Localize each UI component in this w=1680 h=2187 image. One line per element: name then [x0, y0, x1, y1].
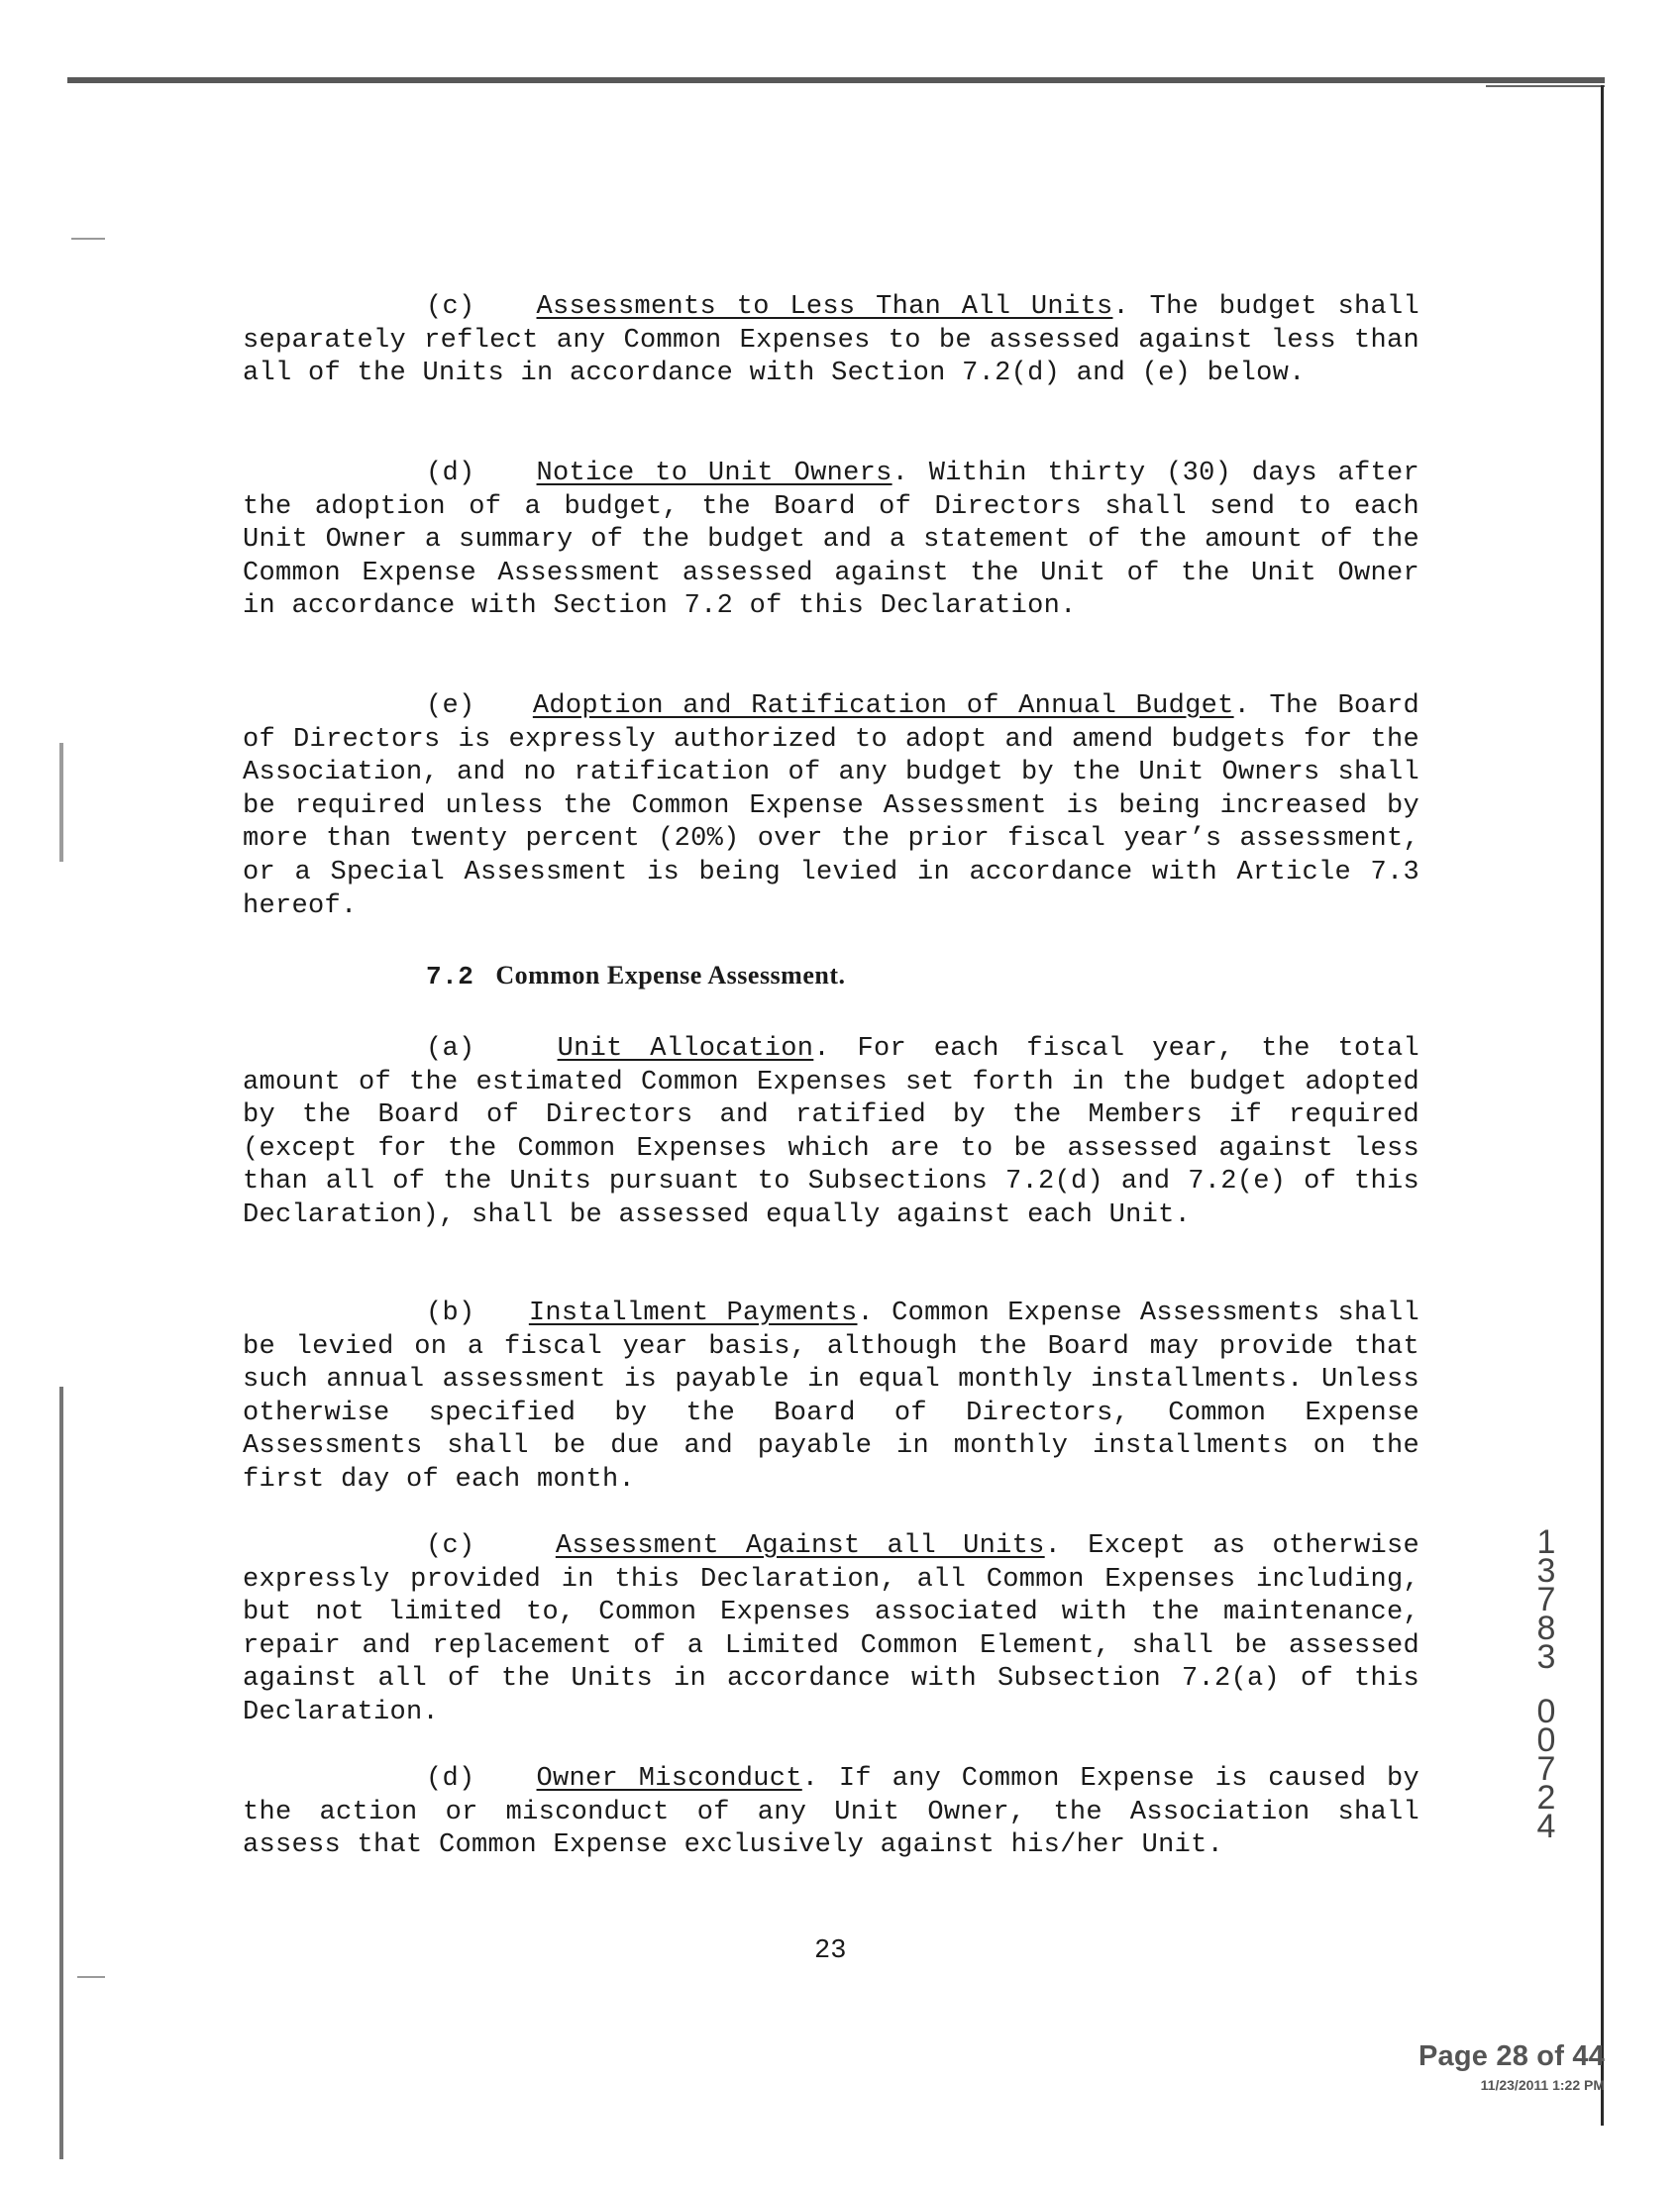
scan-left-mark	[59, 743, 63, 862]
bates-digit: 1	[1536, 1523, 1556, 1561]
scan-speck	[71, 238, 105, 240]
paragraph-title: Unit Allocation	[557, 1034, 814, 1064]
paragraph-d-owner-misconduct	[243, 1763, 1419, 1863]
scan-left-edge	[59, 1387, 63, 2159]
bates-digit: 3	[1536, 1638, 1556, 1676]
paragraph-text: . For each fiscal year, the total amount of the estimated Common Expenses set forth in the budget adopted by the Board of Directors and ratified by the Members if required (except for the Common Expenses which are to be assessed against less than all of the Units pursuant to Subsections 7.2(d) and 7.2(e) of this Declaration), shall be assessed equally against each Unit.	[243, 1034, 1419, 1230]
section-number: 7.2	[426, 962, 474, 991]
scan-top-rule	[67, 77, 1605, 83]
paragraph-label: (a)	[426, 1034, 475, 1064]
bates-digit: 7	[1536, 1581, 1556, 1618]
paragraph-title: Adoption and Ratification of Annual Budget	[532, 691, 1234, 721]
paragraph-title: Assessments to Less Than All Units	[536, 292, 1113, 322]
paragraph-text: . If any Common Expense is caused by the action or misconduct of any Unit Owner, the Association shall assess that Common Expense exclusively against his/her Unit.	[243, 1764, 1419, 1861]
paragraph-label: (c)	[426, 292, 475, 322]
paragraph-title: Assessment Against all Units	[555, 1531, 1045, 1561]
paragraph-text: . Except as otherwise expressly provided in this Declaration, all Common Expenses including, but not limited to, Common Expenses associated with the maintenance, repair and replacement of a Limited Common Element, shall be assessed against all of the Units in accordance with Subsection 7.2(a) of this Declaration.	[243, 1531, 1420, 1727]
paragraph-text: . The budget shall separately reflect any Common Expenses to be assessed against less than all of the Units in accordance with Section 7.2(d) and (e) below.	[243, 292, 1419, 389]
paragraph-d-notice-to-owners	[243, 458, 1419, 624]
filing-stamp	[1418, 2040, 1605, 2093]
scan-speck	[77, 1976, 105, 1978]
scan-top-rule-tail	[1486, 85, 1605, 87]
bates-digit: 8	[1536, 1610, 1556, 1647]
paragraph-e-adoption-ratification	[243, 690, 1419, 923]
section-heading	[426, 961, 846, 991]
paragraph-a-unit-allocation	[243, 1033, 1419, 1233]
paragraph-c-assessment-all-units	[243, 1530, 1419, 1730]
paragraph-title: Owner Misconduct	[536, 1764, 802, 1794]
paragraph-label: (b)	[426, 1299, 475, 1328]
paragraph-label: (c)	[426, 1531, 475, 1561]
paragraph-label: (d)	[426, 459, 475, 488]
page-number: 23	[814, 1936, 847, 1966]
section-title: Common Expense Assessment.	[495, 961, 846, 989]
bates-digit: 2	[1536, 1779, 1556, 1817]
paragraph-text: . The Board of Directors is expressly authorized to adopt and amend budgets for the Association, and no ratification of any budget by the Unit Owners shall be required unless the Common Expense Assessment is being increased by more than twenty percent (20%) over the prior fiscal year’s assessment, or a Special Assessment is being levied in accordance with Article 7.3 hereof.	[243, 691, 1420, 921]
bates-digit: 7	[1536, 1750, 1556, 1788]
stamp-page-count: Page 28 of 44	[1418, 2040, 1605, 2072]
bates-digit: 3	[1536, 1552, 1556, 1590]
paragraph-title: Installment Payments	[528, 1299, 858, 1328]
paragraph-b-installment-payments	[243, 1298, 1419, 1498]
bates-digit: 4	[1536, 1808, 1556, 1845]
bates-digit: 0	[1536, 1693, 1556, 1730]
scan-right-rule	[1601, 85, 1604, 2126]
bates-number	[1531, 1523, 1561, 1845]
bates-digit: 0	[1536, 1721, 1556, 1759]
paragraph-text: . Within thirty (30) days after the adoption of a budget, the Board of Directors shall send to each Unit Owner a summary of the budget and a statement of the amount of the Common Expense Assessment assessed against the Unit of the Unit Owner in accordance with Section 7.2 of this Declaration.	[243, 459, 1419, 622]
paragraph-label: (e)	[426, 691, 475, 721]
paragraph-title: Notice to Unit Owners	[536, 459, 892, 488]
stamp-timestamp: 11/23/2011 1:22 PM	[1480, 2077, 1605, 2093]
paragraph-text: . Common Expense Assessments shall be levied on a fiscal year basis, although the Board may provide that such annual assessment is payable in equal monthly installments. Unless otherwise specified by the Board of Directors, Common Expense Assessments shall be due and payable in monthly installments on the first day of each month.	[243, 1299, 1419, 1495]
paragraph-label: (d)	[426, 1764, 475, 1794]
paragraph-c-assessments-less-than-all	[243, 291, 1419, 391]
